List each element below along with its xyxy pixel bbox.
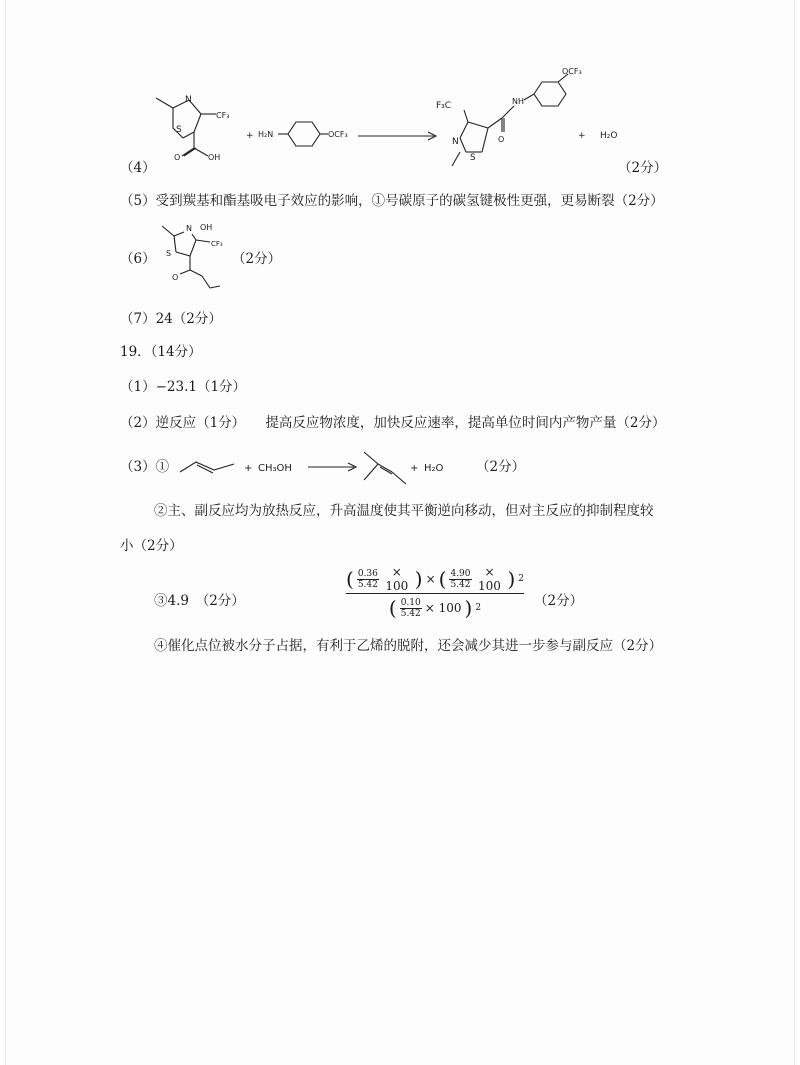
- p3-water: H₂O: [424, 463, 444, 474]
- q6-s-label: S: [166, 249, 172, 258]
- aniline-structure: [278, 122, 328, 146]
- q4-plus-2: +: [578, 131, 586, 141]
- q19-part3c: ③4.9 （2分）: [154, 593, 245, 609]
- f1-numerator: 0.36: [357, 568, 378, 579]
- p3-plus-2: +: [410, 463, 419, 474]
- q4-score: （2分）: [618, 160, 668, 176]
- q19-part3-label: （3）①: [120, 459, 170, 475]
- p3-plus-1: +: [244, 463, 253, 474]
- q6-cf3-label: CF₃: [211, 240, 223, 248]
- reaction-arrow: [358, 132, 436, 140]
- equilibrium-constant-formula: [346, 565, 524, 620]
- q4-water: H₂O: [600, 131, 618, 141]
- q6-score: （2分）: [232, 251, 282, 267]
- answer-sheet-page: [6, 0, 794, 1065]
- p-f3c-label: F₃C: [436, 101, 452, 111]
- f1-times-100: × 100: [385, 565, 409, 593]
- r2-nh2-label: H₂N: [258, 130, 274, 139]
- r1-n-label: N: [185, 95, 192, 105]
- p-nh-label: NH: [512, 97, 524, 106]
- q19-heading: 19．（14分）: [120, 344, 202, 360]
- q6-structure: [156, 218, 236, 298]
- r1-o-label: O: [174, 153, 181, 162]
- p-o-label: O: [498, 135, 505, 144]
- f2-denominator: 5.42: [450, 579, 471, 590]
- q19-part3d: ④催化点位被水分子占据，有利于乙烯的脱附，还会减少其进一步参与副反应（2分）: [154, 638, 663, 654]
- f2-times-100: × 100: [478, 565, 501, 593]
- q4-plus-1: +: [246, 131, 254, 141]
- p-s-label: S: [470, 153, 476, 163]
- thiazole-acid-structure: [156, 98, 216, 156]
- q6-oh-label: OH: [200, 223, 213, 232]
- q7-answer: （7）24（2分）: [120, 311, 222, 327]
- q5-answer: （5）受到羰基和酯基吸电子效应的影响，①号碳原子的碳氢键极性更强，更易断裂（2分）: [120, 193, 664, 209]
- q19-part3b-line1: ②主、副反应均为放热反应，升高温度使其平衡逆向移动，但对主反应的抑制程度较: [154, 503, 654, 519]
- times-sign: ×: [425, 572, 436, 586]
- formula-numerator: ( $\frac{0.36}{5.42}$ × 100 ) × ( $\frac{4.90}{5.42}$ × 100 ) 2: [346, 565, 524, 593]
- p3-methanol: CH₃OH: [258, 463, 292, 474]
- r1-s-label: S: [176, 125, 182, 135]
- p-ocf3-label: OCF₃: [562, 67, 582, 76]
- f2-numerator: 4.90: [450, 568, 471, 579]
- f3-exponent: 2: [475, 603, 482, 613]
- f2-exponent: 2: [518, 574, 524, 584]
- q19-part2: （2）逆反应（1分） 提高反应物浓度，加快反应速率，提高单位时间内产物产量（2分）: [120, 415, 666, 431]
- fraction-bar: [346, 593, 524, 594]
- q19-part1: （1）−23.1（1分）: [120, 379, 247, 395]
- q19-part3c-score: （2分）: [534, 593, 584, 609]
- q6-o-label: O: [172, 273, 179, 282]
- formula-denominator: ( $\frac{0.10}{5.42}$ × 100 ) 2: [388, 596, 482, 620]
- q4-label: （4）: [120, 160, 156, 176]
- q6-label: （6）: [120, 251, 156, 267]
- f1-denominator: 5.42: [357, 579, 378, 590]
- q19-part3-score: （2分）: [476, 459, 526, 475]
- r1-oh-label: OH: [208, 153, 221, 162]
- r2-ocf3-label: OCF₃: [328, 130, 348, 139]
- f3-denominator: 5.42: [400, 608, 421, 619]
- q6-n-label: N: [186, 224, 192, 233]
- q19-part3b-line2: 小（2分）: [120, 538, 183, 554]
- r1-cf3-label: CF₃: [216, 111, 230, 120]
- p-n-label: N: [452, 137, 459, 147]
- f3-times-100: × 100: [424, 601, 462, 615]
- f3-numerator: 0.10: [400, 597, 421, 608]
